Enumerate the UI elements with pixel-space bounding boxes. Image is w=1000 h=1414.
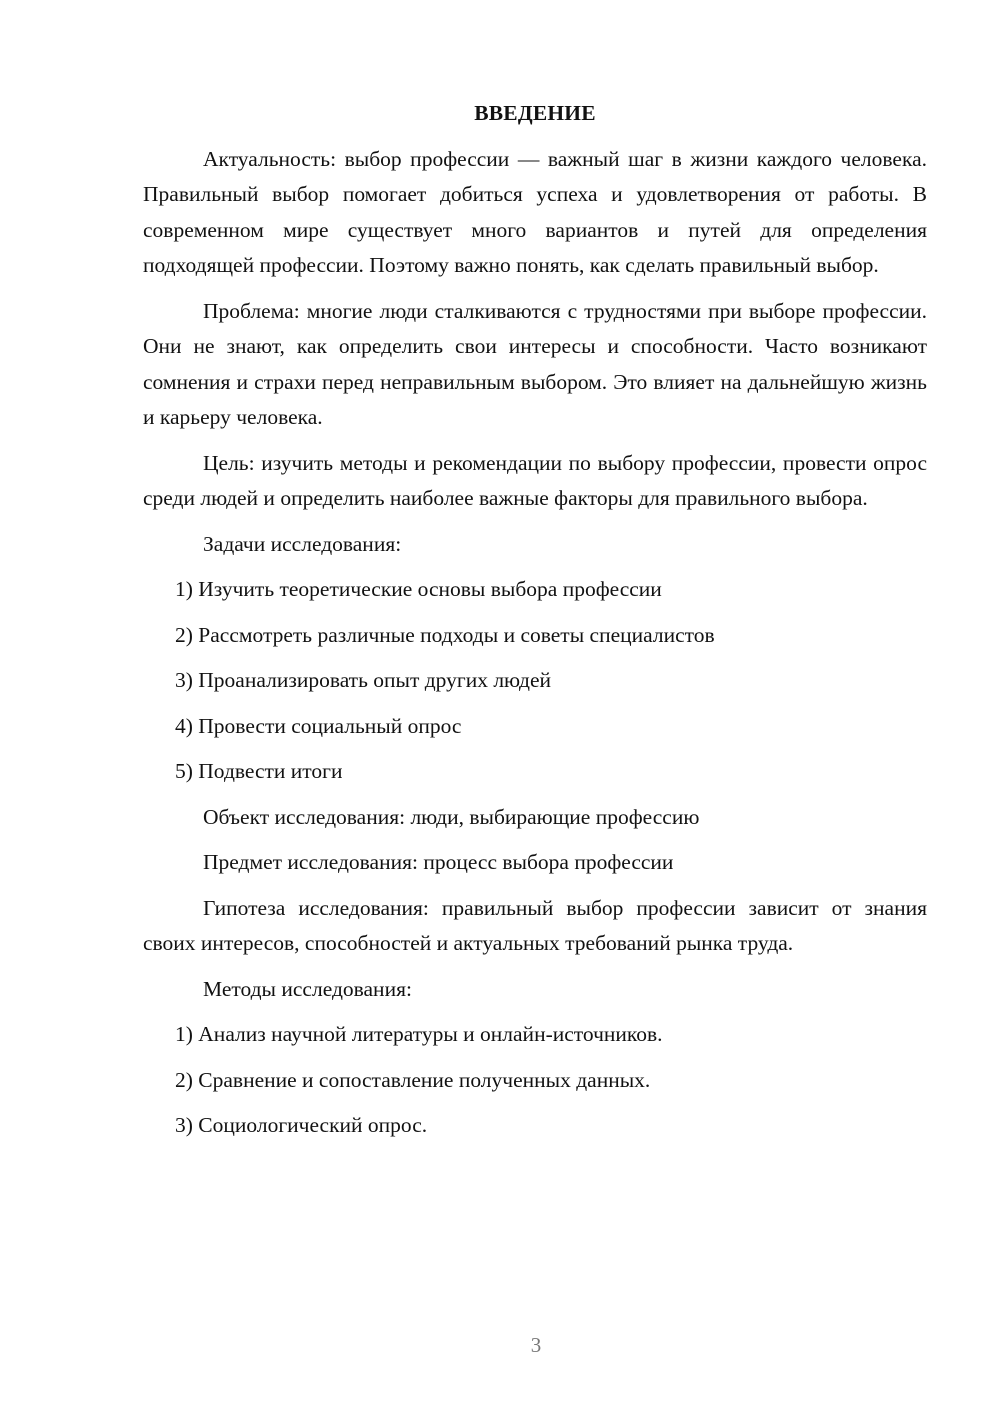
methods-list [143, 1017, 927, 1144]
research-object: Объект исследования: люди, выбирающие профессию [203, 804, 700, 829]
list-item: 3) Социологический опрос. [175, 1113, 428, 1137]
research-subject: Предмет исследования: процесс выбора профессии [203, 850, 674, 874]
paragraph-goal: Цель: изучить методы и рекомендации по выбору профессии, провести опрос среди людей и определить наиболее важные факторы для правильного выбора. [143, 450, 927, 510]
tasks-heading: Задачи исследования: [203, 531, 402, 556]
list-item: 3) Проанализировать опыт других людей [175, 668, 552, 692]
list-item: 2) Рассмотреть различные подходы и советы специалистов [175, 622, 715, 647]
list-item: 5) Подвести итоги [175, 759, 343, 783]
page-number: 3 [530, 1333, 542, 1357]
list-item: 1) Анализ научной литературы и онлайн-источников. [175, 1022, 663, 1046]
document-body [143, 96, 927, 1154]
paragraph-relevance: Актуальность: выбор профессии — важный шаг в жизни каждого человека. Правильный выбор помогает добиться успеха и удовлетворения от работы. В современном мире существует много вариантов и путей для определения подходящей профессии. Поэтому важно понять, как сделать правильный выбор. [143, 146, 927, 277]
methods-heading: Методы исследования: [203, 976, 412, 1001]
list-item: 4) Провести социальный опрос [175, 713, 462, 738]
list-item: 1) Изучить теоретические основы выбора профессии [175, 577, 662, 601]
paragraph-hypothesis: Гипотеза исследования: правильный выбор профессии зависит от знания своих интересов, способностей и актуальных требований рынка труда. [143, 895, 927, 955]
tasks-list [143, 572, 927, 790]
paragraph-problem: Проблема: многие люди сталкиваются с трудностями при выборе профессии. Они не знают, как определить свои интересы и способности. Часто возникают сомнения и страхи перед неправильным выбором. Это влияет на дальнейшую жизнь и карьеру человека. [143, 298, 927, 429]
page-title: ВВЕДЕНИЕ [474, 101, 596, 125]
list-item: 2) Сравнение и сопоставление полученных данных. [175, 1067, 651, 1092]
